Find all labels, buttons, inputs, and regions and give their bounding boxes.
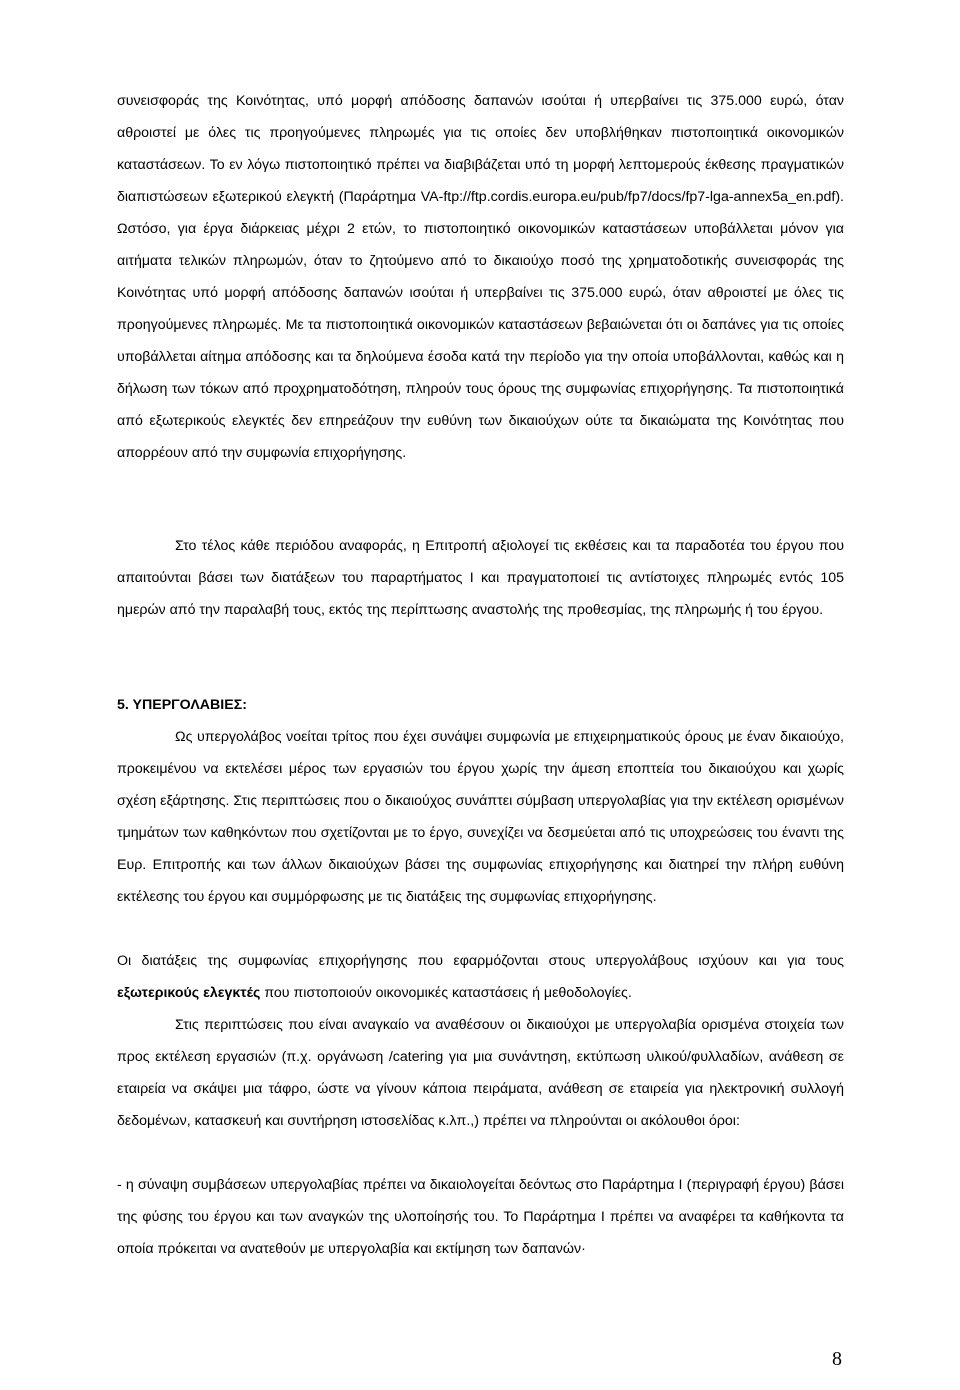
paragraph-subcontractor-definition: Ως υπεργολάβος νοείται τρίτος που έχει συνάψει συμφωνία με επιχειρηματικούς όρους με έναν δικαιούχο, προκειμένου να εκτελέσει μέρος των εργασιών του έργου χωρίς την άμεση εποπτεία του δικαιούχου και χωρίς σχέση εξάρτησης. Στις περιπτώσεις που ο δικαιούχος συνάπτει σύμβαση υπεργολαβίας για την εκτέλεση ορισμένων τμημάτων των καθηκόντων που σχετίζονται με το έργο, συνεχίζει να δεσμεύεται από τις υποχρεώσεις του έναντι της Ευρ. Επιτροπής και των άλλων δικαιούχων βάσει της συμφωνίας επιχορήγησης και διατηρεί την πλήρη ευθύνη εκτέλεσης του έργου και συμμόρφωσης με τις διατάξεις της συμφωνίας επιχορήγησης. (117, 729, 844, 905)
paragraph-external-auditors (117, 945, 844, 1009)
section-heading-subcontracting: 5. ΥΠΕΡΓΟΛΑΒΙΕΣ: (117, 697, 247, 713)
paragraph-external-auditors-text-2: που πιστοποιούν οικονομικές καταστάσεις ή μεθοδολογίες. (260, 985, 632, 1001)
external-auditors-bold: εξωτερικούς ελεγκτές (117, 985, 261, 1001)
paragraph-commission-evaluation: Στο τέλος κάθε περιόδου αναφοράς, η Επιτροπή αξιολογεί τις εκθέσεις και τα παραδοτέα του έργου που απαιτούνται βάσει των διατάξεων του παραρτήματος Ι και πραγματοποιεί τις αντίστοιχες πληρωμές εντός 105 ημερών από την παραλαβή τους, εκτός της περίπτωσης αναστολής της προθεσμίας, της πληρωμής ή του έργου. (117, 538, 844, 618)
paragraph-subcontracting-conditions: Στις περιπτώσεις που είναι αναγκαίο να αναθέσουν οι δικαιούχοι με υπεργολαβία ορισμένα στοιχεία των προς εκτέλεση εργασιών (π.χ. οργάνωση /catering για μια συνάντηση, εκτύπωση υλικού/φυλλαδίων, ανάθεση σε εταιρεία να σκάψει μια τάφρο, ώστε να γίνουν κάποια πειράματα, ανάθεση σε εταιρεία για ηλεκτρονική συλλογή δεδομένων, κατασκευή και συντήρηση ιστοσελίδας κ.λπ.,) πρέπει να πληρούνται οι ακόλουθοι όροι: (117, 1017, 844, 1129)
paragraph-financial-certificate: συνεισφοράς της Κοινότητας, υπό μορφή απόδοσης δαπανών ισούται ή υπερβαίνει τις 375.000 ευρώ, όταν αθροιστεί με όλες τις προηγούμενες πληρωμές για τις οποίες δεν υποβλήθηκαν πιστοποιητικά οικονομικών καταστάσεων. Το εν λόγω πιστοποιητικό πρέπει να διαβιβάζεται υπό τη μορφή λεπτομερούς έκθεσης πραγματικών διαπιστώσεων εξωτερικού ελεγκτή (Παράρτημα VA-ftp://ftp.cordis.europa.eu/pub/fp7/docs/fp7-lga-annex5a_en.pdf). Ωστόσο, για έργα διάρκειας μέχρι 2 ετών, το πιστοποιητικό οικονομικών καταστάσεων υποβάλλεται μόνον για αιτήματα τελικών πληρωμών, όταν το ζητούμενο από το δικαιούχο ποσό της χρηματοδοτικής συνεισφοράς της Κοινότητας υπό μορφή απόδοσης δαπανών ισούται ή υπερβαίνει τις 375.000 ευρώ, όταν αθροιστεί με όλες τις προηγούμενες πληρωμές. Με τα πιστοποιητικά οικονομικών καταστάσεων βεβαιώνεται ότι οι δαπάνες για τις οποίες υποβάλλεται αίτημα απόδοσης και τα δηλούμενα έσοδα κατά την περίοδο για την οποία υποβάλλονται, καθώς και η δήλωση των τόκων από προχρηματοδότηση, πληρούν τους όρους της συμφωνίας επιχορήγησης. Τα πιστοποιητικά από εξωτερικούς ελεγκτές δεν επηρεάζουν την ευθύνη των δικαιούχων ούτε τα δικαιώματα της Κοινότητας που απορρέουν από την συμφωνία επιχορήγησης. (117, 93, 844, 461)
paragraph-external-auditors-text-1: Οι διατάξεις της συμφωνίας επιχορήγησης που εφαρμόζονται στους υπεργολάβους ισχύουν και για τους (117, 953, 844, 969)
paragraph-annex-justification: - η σύναψη συμβάσεων υπεργολαβίας πρέπει να δικαιολογείται δεόντως στο Παράρτημα Ι (περιγραφή έργου) βάσει της φύσης του έργου και των αναγκών της υλοποίησής του. Το Παράρτημα Ι πρέπει να αναφέρει τα καθήκοντα τα οποία πρόκειται να ανατεθούν με υπεργολαβία και εκτίμηση των δαπανών· (117, 1177, 844, 1257)
page-number: 8 (832, 1348, 842, 1370)
